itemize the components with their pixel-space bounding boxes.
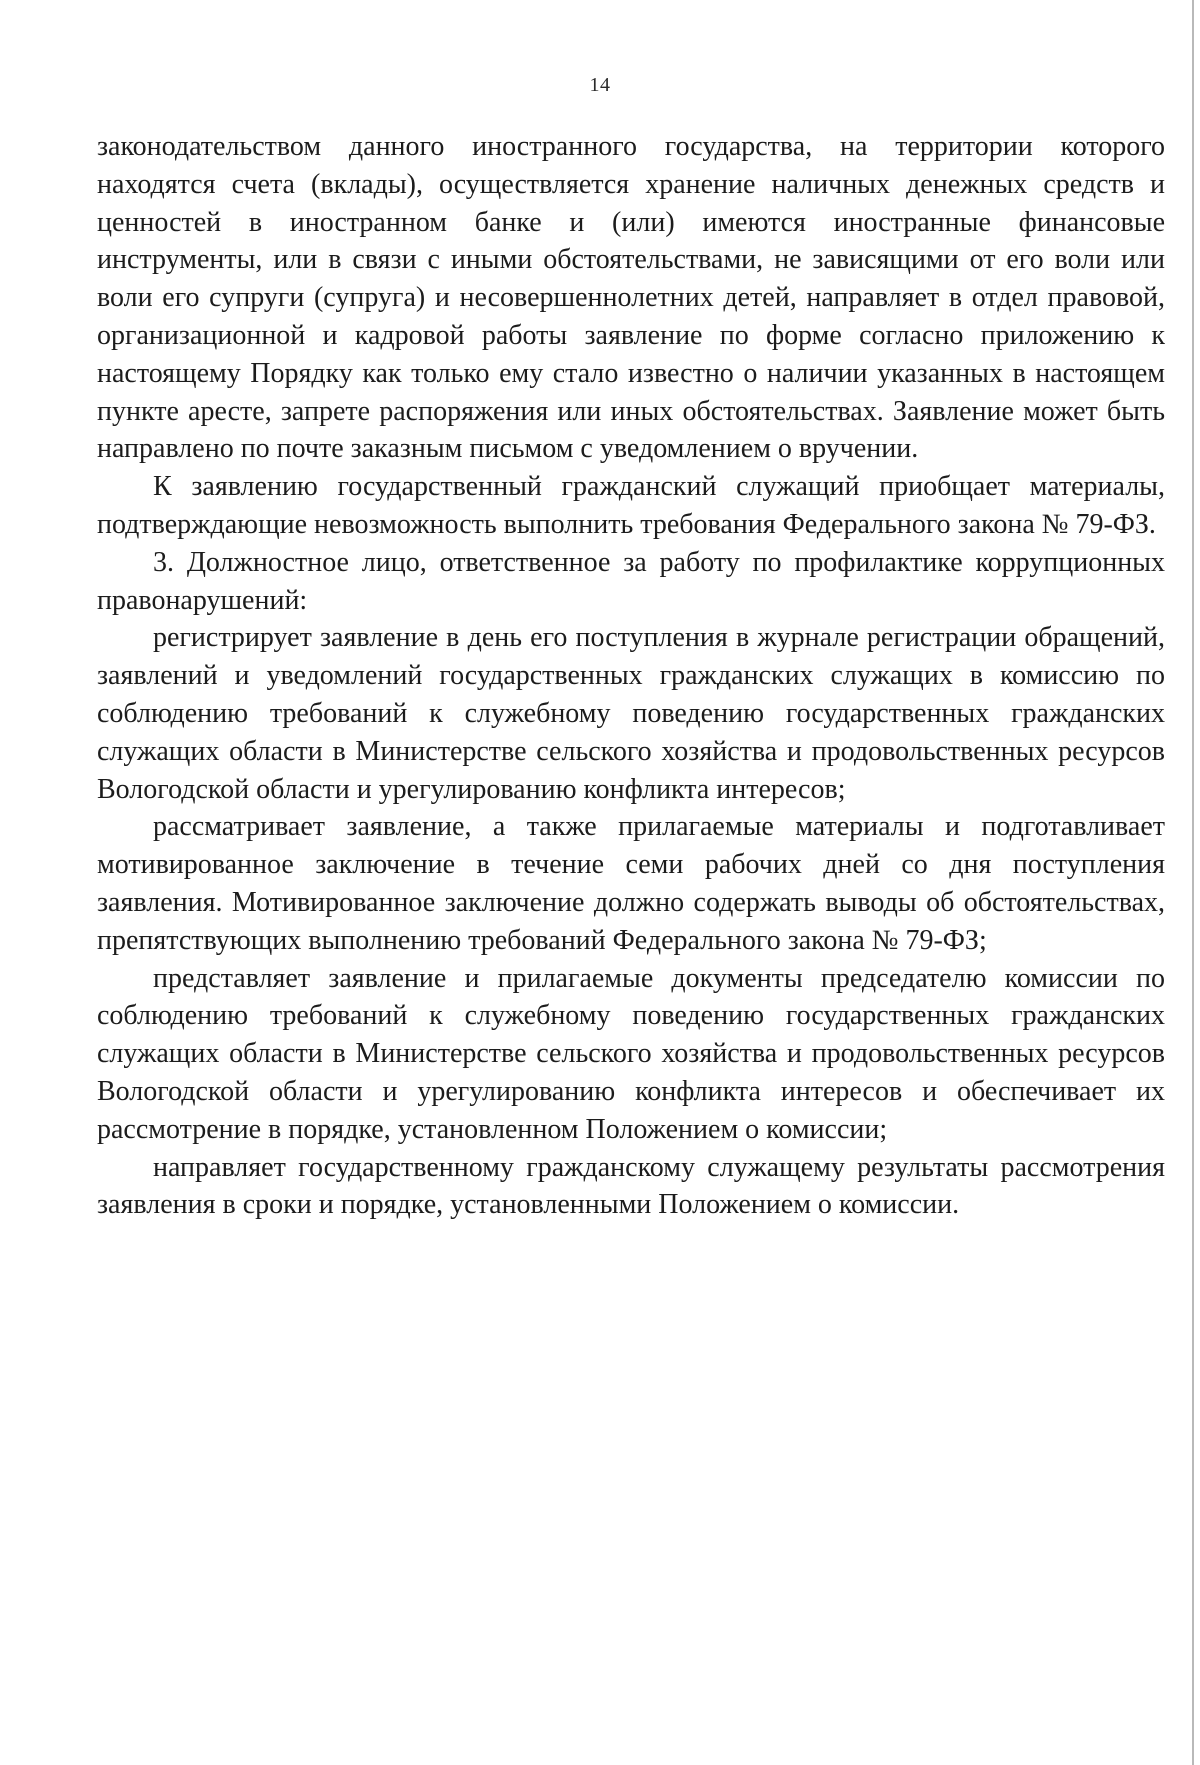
document-body [97,128,1165,1224]
paragraph-sends: направляет государственному гражданскому служащему результаты рассмотрения заявления в сроки и порядке, установленными Положением о комиссии. [97,1151,1165,1221]
page-number: 14 [589,74,611,96]
paragraph-continuation: законодательством данного иностранного государства, на территории которого находятся счета (вклады), осуществляется хранение наличных денежных средств и ценностей в иностранном банке и (или) имеются иностранные финансовые инструменты, или в связи с иными обстоятельствами, не зависящими от его воли или воли его супруги (супруга) и несовершеннолетних детей, направляет в отдел правовой, организационной и кадровой работы заявление по форме согласно приложению к настоящему Порядку как только ему стало известно о наличии указанных в настоящем пункте аресте, запрете распоряжения или иных обстоятельствах. Заявление может быть направлено по почте заказным письмом с уведомлением о вручении. [97,131,1165,465]
paragraph-submits: представляет заявление и прилагаемые документы председателю комиссии по соблюдению требований к служебному поведению государственных гражданских служащих области в Министерстве сельского хозяйства и продовольственных ресурсов Вологодской области и урегулированию конфликта интересов и обеспечивает их рассмотрение в порядке, установленном Положением о комиссии; [97,962,1165,1145]
page-edge-line [1192,0,1194,1765]
paragraph-registers: регистрирует заявление в день его поступления в журнале регистрации обращений, заявлений и уведомлений государственных гражданских служащих в комиссию по соблюдению требований к служебному поведению государственных гражданских служащих области в Министерстве сельского хозяйства и продовольственных ресурсов Вологодской области и урегулированию конфликта интересов; [97,622,1165,805]
paragraph-item-3: 3. Должностное лицо, ответственное за работу по профилактике коррупционных правонарушений: [97,546,1165,616]
paragraph-reviews: рассматривает заявление, а также прилагаемые материалы и подготавливает мотивированное заключение в течение семи рабочих дней со дня поступления заявления. Мотивированное заключение должно содержать выводы об обстоятельствах, препятствующих выполнению требований Федерального закона № 79-ФЗ; [97,811,1165,956]
paragraph-materials: К заявлению государственный гражданский служащий приобщает материалы, подтверждающие невозможность выполнить требования Федерального закона № 79-ФЗ. [97,471,1165,540]
